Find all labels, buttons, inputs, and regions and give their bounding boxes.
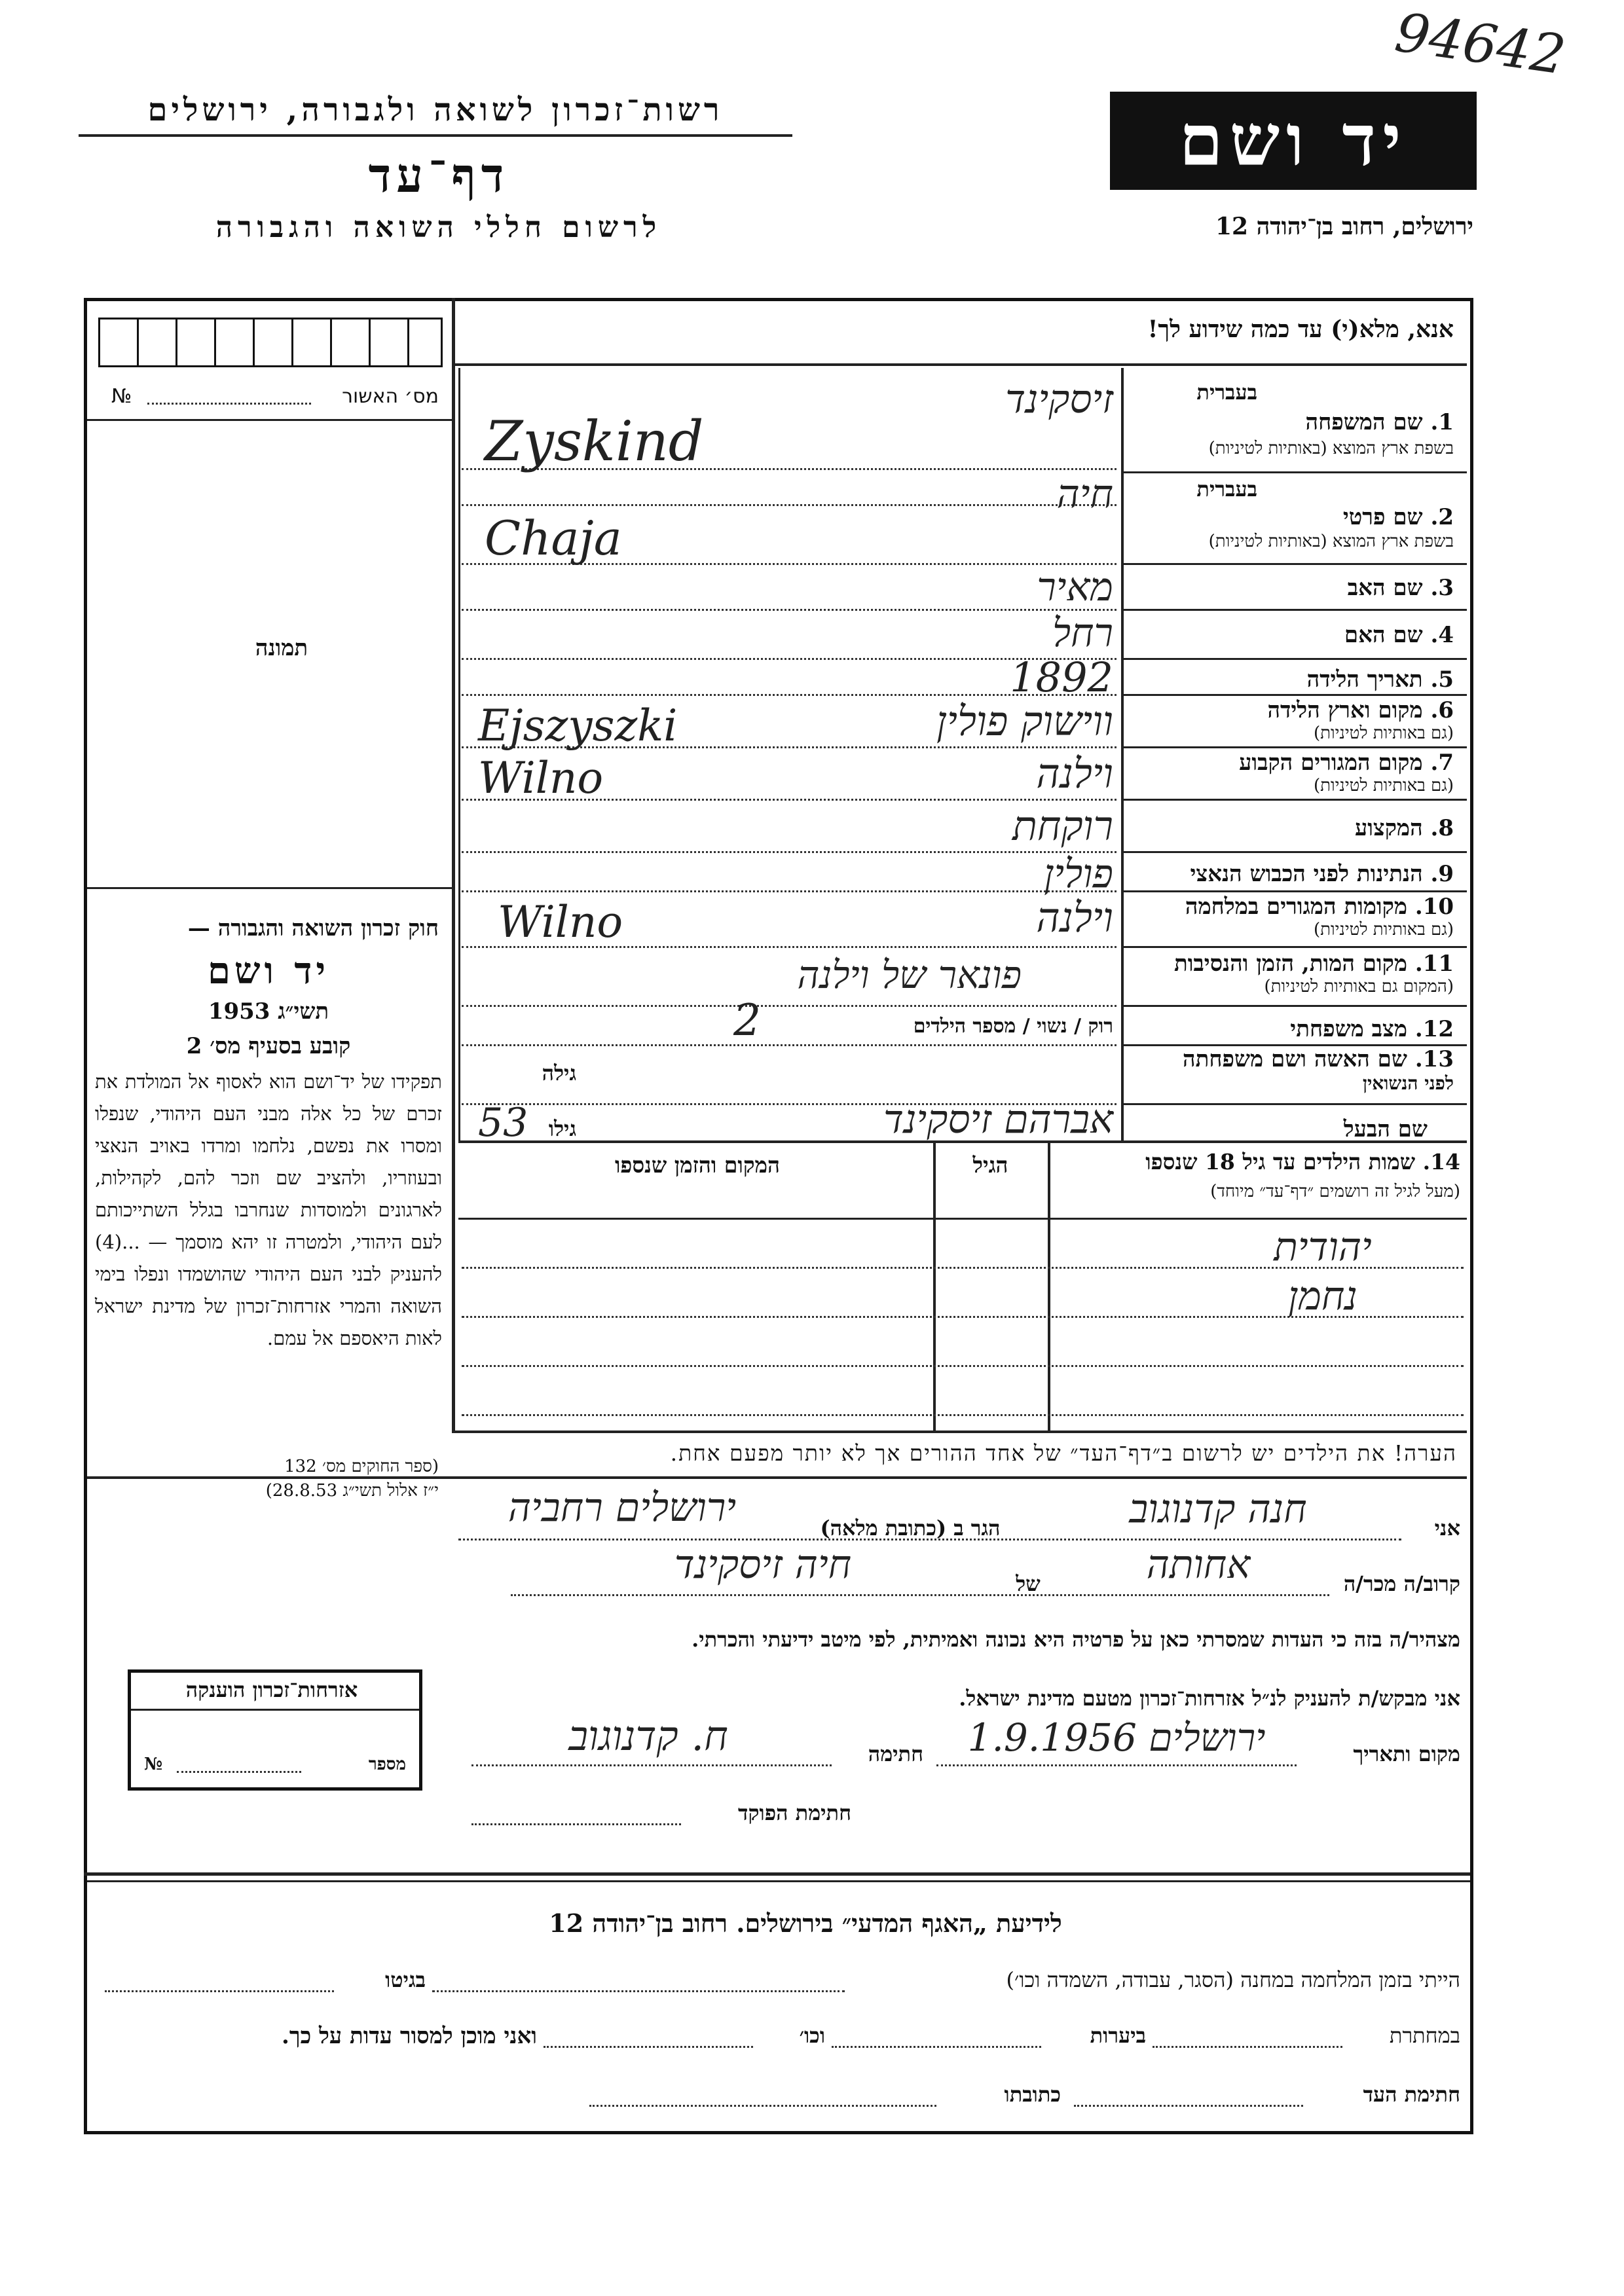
field-3-label: 3. שם האב: [1347, 575, 1454, 601]
ghetto-field[interactable]: [105, 1990, 334, 1992]
field-4-label: 4. שם האם: [1344, 622, 1454, 648]
note-text: הערה! את הילדים יש לרשום ב״דף־העד״ של אחד ההורים אך לא יותר מפעם אחת.: [670, 1440, 1457, 1466]
testimony-ready-text: ואני מוכן למסור עדות על כך.: [282, 2023, 537, 2049]
cert-no-symbol: №: [111, 385, 132, 408]
label-column-divider: [1121, 368, 1124, 1140]
field-1-heb-tag: בעברית: [1196, 380, 1257, 405]
field-7-sublabel: (גם באותיות לטיניות): [1313, 776, 1454, 795]
place-date-value[interactable]: ירושלים 1.9.1956: [967, 1715, 1266, 1760]
field-8-value[interactable]: רוקחת: [1012, 802, 1113, 850]
citizenship-no-symbol: №: [144, 1755, 163, 1774]
place-date-line: [936, 1764, 1297, 1766]
children-col-divider-2: [933, 1142, 936, 1430]
yad-vashem-logo: יד ושם: [1110, 92, 1477, 190]
document-number: 94642: [1391, 1, 1570, 87]
field-10-value-hebrew[interactable]: וילנה: [1036, 894, 1113, 941]
law-reference-2: י״ז אלול תשי״ג 28.8.53): [265, 1481, 439, 1501]
citizenship-title-rule: [131, 1709, 419, 1711]
etc-field[interactable]: [544, 2046, 753, 2048]
row-divider: [1121, 890, 1467, 892]
law-name: יד ושם: [207, 949, 330, 993]
child-2-name[interactable]: נחמן: [1288, 1273, 1357, 1319]
husband-age-value[interactable]: 53: [478, 1100, 528, 1146]
photo-divider: [87, 887, 454, 889]
form-title: דף־עד: [368, 147, 509, 203]
note-rule: [87, 1476, 1467, 1479]
children-place-header: המקום והזמן שנספו: [614, 1152, 781, 1178]
camp-field[interactable]: [432, 1990, 845, 1992]
declaration-ani: אני: [1434, 1516, 1460, 1540]
law-year: תשי״ג 1953: [208, 998, 329, 1025]
row-divider: [1121, 1103, 1467, 1105]
law-title: חוק זכרון השואה והגבורה —: [187, 915, 439, 941]
children-age-header: הגיל: [972, 1152, 1008, 1178]
field-10-label: 10. מקומות המגורים במלחמה: [1185, 894, 1454, 920]
husband-age-label: גילו: [548, 1116, 576, 1141]
husband-label: שם הבעל: [1343, 1116, 1428, 1142]
etc-label: וכו׳: [799, 2023, 825, 2048]
row-divider: [1121, 471, 1467, 473]
field-7-value-latin[interactable]: Wilno: [478, 753, 604, 803]
field-2-sublabel: בשפת ארץ המוצא (באותיות לטיניות): [1208, 532, 1454, 551]
photo-label: תמונה: [255, 635, 308, 661]
citizenship-title: אזרחות־זכרון הוענקה: [185, 1677, 358, 1702]
witness-signature-label: חתימת העד: [1363, 2082, 1460, 2107]
row-divider: [1121, 746, 1467, 748]
law-reference-1: (ספר החוקים מס׳ 132: [284, 1457, 439, 1476]
field-12-children-count[interactable]: 2: [733, 995, 761, 1046]
child-1-name[interactable]: יהודית: [1274, 1224, 1372, 1270]
field-9-value[interactable]: פולין: [1044, 851, 1113, 897]
relation-label: קרוב/ה מכר/ה: [1343, 1571, 1460, 1596]
ghetto-label: בגיטו: [385, 1967, 426, 1992]
cert-divider: [87, 419, 454, 421]
row-divider: [1121, 609, 1467, 611]
form-subtitle: לרשום חללי השואה והגבורה: [215, 211, 662, 244]
witness-address-label: כתובתו: [1004, 2082, 1061, 2107]
citizenship-number-label: מספר: [368, 1755, 406, 1774]
field-6-sublabel: (גם באותיות לטיניות): [1313, 723, 1454, 743]
instruction-divider: [452, 363, 1467, 366]
cert-number-label: מס׳ האשור: [342, 385, 439, 408]
children-row-line: [462, 1414, 1464, 1416]
field-11-label: 11. מקום המות, הזמן והנסיבות: [1173, 951, 1454, 977]
field-9-label: 9. הנתינות לפני הכבוש הנאצי: [1190, 861, 1454, 887]
wife-age-label: גילה: [542, 1061, 576, 1085]
field-2-value-latin[interactable]: Chaja: [485, 511, 622, 566]
row-divider: [1121, 851, 1467, 853]
field-4-value[interactable]: רחל: [1052, 610, 1113, 656]
value-line: [462, 1005, 1116, 1007]
field-6-value-latin[interactable]: Ejszyszki: [478, 701, 678, 751]
row-divider: [1121, 694, 1467, 696]
marital-options: רוק / נשוי / מספר הילדים: [913, 1015, 1113, 1038]
husband-name-value[interactable]: אברהם זיסקינד: [883, 1097, 1113, 1142]
field-3-value[interactable]: מאיר: [1037, 564, 1113, 610]
of-value[interactable]: חיה זיסקינד: [674, 1542, 852, 1588]
signature-label: חתימה: [868, 1741, 923, 1766]
children-row-line: [462, 1365, 1464, 1367]
field-5-label: 5. תאריך הלידה: [1306, 666, 1454, 693]
field-6-label: 6. מקום וארץ הלידה: [1267, 697, 1454, 723]
field-table-left: [458, 368, 460, 1140]
citizenship-number-field[interactable]: [177, 1771, 301, 1773]
address: ירושלים, רחוב בן־יהודה 12: [1215, 213, 1473, 240]
field-13-sublabel: לפני הנשואין: [1362, 1072, 1454, 1094]
declaration-request: אני מבקש/ת להעניק לנ״ל אזרחות־זכרון מטעם מדינת ישראל.: [959, 1686, 1460, 1711]
signature-value[interactable]: ח. קדנוגוב: [568, 1712, 728, 1760]
field-7-value-hebrew[interactable]: וילנה: [1036, 750, 1113, 797]
authority-name: רשות־זכרון לשואה ולגבורה, ירושלים: [147, 92, 724, 128]
underground-field[interactable]: [1153, 2046, 1342, 2048]
field-10-value-latin[interactable]: Wilno: [498, 897, 623, 947]
field-1-value-latin[interactable]: Zyskind: [485, 409, 704, 473]
declarant-line: [458, 1539, 1401, 1540]
underground-label: במחתרת: [1389, 2023, 1460, 2048]
field-10-sublabel: (גם באותיות לטיניות): [1313, 920, 1454, 939]
row-divider: [1121, 658, 1467, 660]
stamp-boxes: [98, 318, 443, 367]
field-2-label: 2. שם פרטי: [1342, 504, 1454, 530]
witness-signature-field[interactable]: [1074, 2105, 1303, 2107]
forests-field[interactable]: [832, 2046, 1041, 2048]
declarant-address[interactable]: ירושלים רחביה: [507, 1485, 737, 1531]
relation-value[interactable]: אחותה: [1146, 1542, 1251, 1588]
field-1-sublabel: בשפת ארץ המוצא (באותיות לטיניות): [1208, 439, 1454, 458]
forests-label: ביערות: [1090, 2023, 1146, 2048]
sidebar-divider: [452, 298, 455, 1430]
children-names-subheader: (מעל לגיל זה רושמים ״דף־עד״ מיוחד): [1210, 1182, 1460, 1201]
field-8-label: 8. המקצוע: [1354, 815, 1454, 841]
children-names-header: 14. שמות הילדים עד גיל 18 שנספו: [1145, 1149, 1460, 1175]
row-divider: [1121, 1005, 1467, 1007]
field-1-value-hebrew[interactable]: זיסקינד: [1005, 376, 1113, 422]
relation-line: [511, 1594, 1329, 1596]
field-5-value[interactable]: 1892: [1010, 653, 1113, 701]
authority-underline: [79, 134, 792, 137]
row-divider: [1121, 563, 1467, 565]
value-line: [462, 1044, 1116, 1046]
field-2-heb-tag: בעברית: [1196, 477, 1257, 501]
row-divider: [1121, 799, 1467, 801]
field-13-label: 13. שם האשה ושם משפחתה: [1183, 1046, 1454, 1072]
law-text: תפקידו של יד־ושם הוא לאסוף אל המולדת את זכרם של כל אלה מבני העם היהודי, שנפלו ומסרו את נפשם, נלחמו ומרדו באויב הנאצי ובעוזריו, ולהציב שם וזכר להם, לקהילות, לארגונים ולמוסדות שנחרבו בגלל השתייכותם לעם היהודי, ולמטרה זו יהא מוסמך — ...(4) להעניק לבני העם היהודי שהושמדו ונפלו בימי השואה והמרי אזרחות־זכרון של מדינת ישראל לאות היאספם אל עמם.: [95, 1070, 442, 1349]
children-bottom-rule: [452, 1430, 1467, 1433]
instruction-text: אנא, מלא(י) עד כמה שידוע לך!: [1147, 316, 1454, 343]
official-signature-line[interactable]: [471, 1823, 681, 1825]
field-11-value[interactable]: פונאר של וילנה: [797, 953, 1022, 997]
witness-address-field[interactable]: [589, 2105, 936, 2107]
bottom-title: לידיעת „האגף המדעי״ בירושלים. רחוב בן־יהודה 12: [549, 1908, 1062, 1938]
declarant-name[interactable]: חנה קדנוגוב: [1129, 1486, 1307, 1532]
declaration-statement: מצהיר/ה בזה כי העדות שמסרתי כאן על פרטיה היא נכונה ואמיתית, לפי מיטב ידיעתי והכרתי.: [692, 1627, 1460, 1652]
law-clause: קובע בסעיף מס׳ 2: [186, 1033, 351, 1059]
cert-number-field[interactable]: [147, 403, 311, 405]
photo-area[interactable]: [98, 432, 439, 877]
row-divider: [1121, 946, 1467, 948]
field-2-value-hebrew[interactable]: חיה: [1056, 471, 1113, 517]
place-date-label: מקום ותאריך: [1353, 1741, 1460, 1766]
field-12-label: 12. מצב משפחתי: [1290, 1016, 1454, 1042]
field-7-label: 7. מקום המגורים הקבוע: [1239, 750, 1454, 776]
field-1-label: 1. שם המשפחה: [1305, 409, 1454, 435]
children-col-divider-1: [1048, 1142, 1050, 1430]
field-6-value-hebrew[interactable]: ווישוק פולין: [936, 697, 1113, 745]
signature-line: [471, 1764, 832, 1766]
camp-line-text: הייתי בזמן המלחמה במחנה (הסגר, עבודה, השמדה וכו׳): [1006, 1967, 1460, 1992]
children-header-rule: [458, 1218, 1467, 1220]
declaration-lives-at: הגר ב (כתובת מלאה): [820, 1516, 1001, 1540]
field-11-sublabel: (המקום גם באותיות לטיניות): [1264, 977, 1454, 996]
of-label: של: [1016, 1571, 1041, 1596]
official-signature-label: חתימת הפוקד: [738, 1800, 851, 1825]
